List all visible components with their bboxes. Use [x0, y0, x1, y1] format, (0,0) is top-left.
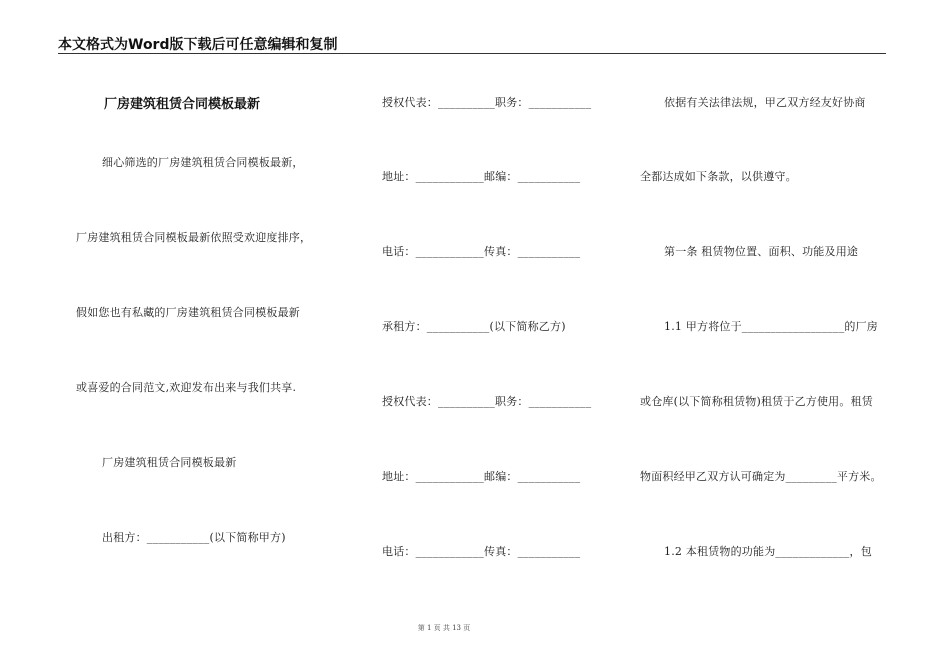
col2-line-2: 地址：____________邮编：___________: [382, 170, 581, 183]
col1-line-3: 假如您也有私藏的厂房建筑租赁合同模板最新: [76, 306, 300, 319]
col3-line-1: 依据有关法律法规，甲乙双方经友好协商: [664, 96, 866, 109]
col1-line-5: 厂房建筑租赁合同模板最新: [102, 456, 237, 469]
col2-line-6: 地址：____________邮编：___________: [382, 470, 581, 483]
col2-line-1: 授权代表：__________职务：___________: [382, 96, 592, 109]
col3-line-5: 或仓库(以下简称租赁物)租赁于乙方使用。租赁: [640, 395, 873, 408]
col2-line-3: 电话：____________传真：___________: [382, 245, 581, 258]
col3-line-4: 1.1 甲方将位于__________________的厂房: [664, 320, 878, 333]
col3-line-7: 1.2 本租赁物的功能为_____________，包: [664, 545, 872, 558]
col1-line-4: 或喜爱的合同范文,欢迎发布出来与我们共享.: [76, 381, 297, 394]
col3-line-6: 物面积经甲乙双方认可确定为_________平方米。: [640, 470, 882, 483]
col1-line-2: 厂房建筑租赁合同模板最新依照受欢迎度排序，: [76, 231, 312, 244]
header-divider: [58, 53, 886, 54]
document-header-title: 本文格式为Word版下载后可任意编辑和复制: [58, 37, 338, 53]
col2-line-5: 授权代表：__________职务：___________: [382, 395, 592, 408]
col2-line-4: 承租方：___________(以下简称乙方): [382, 320, 566, 333]
document-title: 厂房建筑租赁合同模板最新: [104, 97, 261, 112]
page-number: 第 1 页 共 13 页: [417, 624, 471, 632]
col2-line-7: 电话：____________传真：___________: [382, 545, 581, 558]
col3-line-3: 第一条 租赁物位置、面积、功能及用途: [664, 245, 859, 258]
col3-line-2: 全都达成如下条款，以供遵守。: [640, 170, 797, 183]
col1-line-1: 细心筛选的厂房建筑租赁合同模板最新，: [102, 156, 304, 169]
col1-line-6: 出租方：___________(以下简称甲方): [102, 531, 286, 544]
